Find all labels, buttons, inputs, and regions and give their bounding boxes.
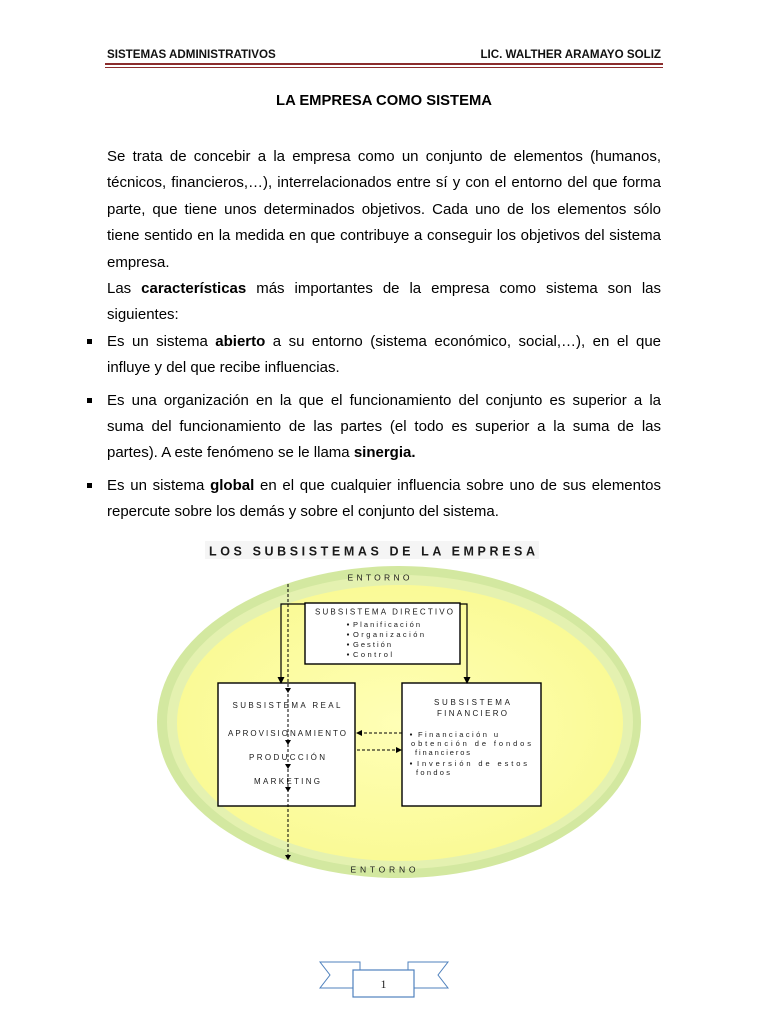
directivo-item: Control bbox=[353, 650, 392, 659]
financiero-title: FINANCIERO bbox=[437, 709, 507, 718]
environment-label-bottom: ENTORNO bbox=[350, 864, 416, 875]
text-segment: en el que cualquier influencia sobre uno de sus elementos repercute sobre los demás y sobre el conjunto del sistema. bbox=[107, 476, 662, 521]
characteristics-intro bbox=[107, 276, 661, 329]
real-item: APROVISIONAMIENTO bbox=[228, 729, 346, 738]
subsystems-diagram bbox=[150, 535, 650, 885]
bullet-dot-icon bbox=[347, 633, 349, 635]
financiero-item-line: Inversión de estos bbox=[417, 759, 527, 768]
financiero-item-line: obtención de fondos bbox=[411, 739, 531, 748]
bullet-dot-icon bbox=[347, 643, 349, 645]
header-rule-thin bbox=[105, 67, 663, 68]
square-bullet-icon bbox=[87, 398, 92, 403]
square-bullet-icon bbox=[87, 339, 92, 344]
bullet-dot-icon bbox=[347, 623, 349, 625]
header-course-title: SISTEMAS ADMINISTRATIVOS bbox=[107, 48, 276, 61]
page-number-ribbon bbox=[318, 958, 450, 1000]
intro-paragraph: Se trata de concebir a la empresa como un conjunto de elementos (humanos, técnicos, financieros,…), interrelacionados entre sí y con el entorno del que forma parte, que tiene unos determinados objetivos. Cada uno de los elementos sólo tiene sentido en la medida en que contribuye a conseguir los objetivos del sistema empresa. bbox=[107, 148, 661, 271]
bold-term: global bbox=[210, 476, 255, 494]
directivo-item: Gestión bbox=[353, 640, 391, 649]
bold-term: abierto bbox=[215, 332, 266, 350]
financiero-item-line: fondos bbox=[416, 768, 450, 777]
list-item bbox=[107, 329, 661, 382]
directivo-item: Planificación bbox=[353, 620, 420, 629]
bullet-dot-icon bbox=[347, 653, 349, 655]
text-segment: Es un sistema bbox=[107, 476, 211, 494]
diagram-title: LOS SUBSISTEMAS DE LA EMPRESA bbox=[209, 544, 535, 559]
bold-term: sinergia. bbox=[353, 444, 416, 462]
header-rule-thick bbox=[105, 63, 663, 65]
directivo-title: SUBSISTEMA DIRECTIVO bbox=[315, 607, 453, 617]
characteristics-list bbox=[107, 329, 661, 526]
real-item: MARKETING bbox=[254, 777, 320, 786]
list-item bbox=[107, 388, 661, 467]
square-bullet-icon bbox=[87, 483, 92, 488]
text-segment: Es una organización en la que el funcionamiento del conjunto es superior a la suma del funcionamiento de las partes (el todo es superior a la suma de las partes). A este fenómeno se le llama bbox=[107, 391, 661, 462]
directivo-item: Organización bbox=[353, 630, 424, 639]
text-segment: más importantes de la empresa como sistema son las siguientes: bbox=[107, 280, 662, 324]
financiero-item-line: financieros bbox=[415, 748, 470, 757]
real-item: PRODUCCIÓN bbox=[249, 753, 325, 762]
financiero-item-line: Financiación u bbox=[418, 730, 498, 739]
bullet-dot-icon bbox=[410, 762, 412, 764]
header-author: LIC. WALTHER ARAMAYO SOLIZ bbox=[480, 48, 661, 61]
text-segment: a su entorno (sistema económico, social,…), en el que influye y del que recibe influencias. bbox=[107, 332, 662, 377]
list-item bbox=[107, 473, 661, 526]
bold-term: características bbox=[141, 280, 247, 298]
page-number: 1 bbox=[380, 977, 387, 991]
page-title: LA EMPRESA COMO SISTEMA bbox=[276, 93, 492, 109]
real-title: SUBSISTEMA REAL bbox=[232, 701, 341, 710]
bullet-dot-icon bbox=[410, 733, 412, 735]
financiero-title: SUBSISTEMA bbox=[434, 698, 510, 707]
text-segment: Las bbox=[107, 280, 142, 298]
environment-label-top: ENTORNO bbox=[347, 572, 410, 583]
text-segment: Es un sistema bbox=[107, 332, 216, 350]
document-body bbox=[107, 144, 661, 526]
